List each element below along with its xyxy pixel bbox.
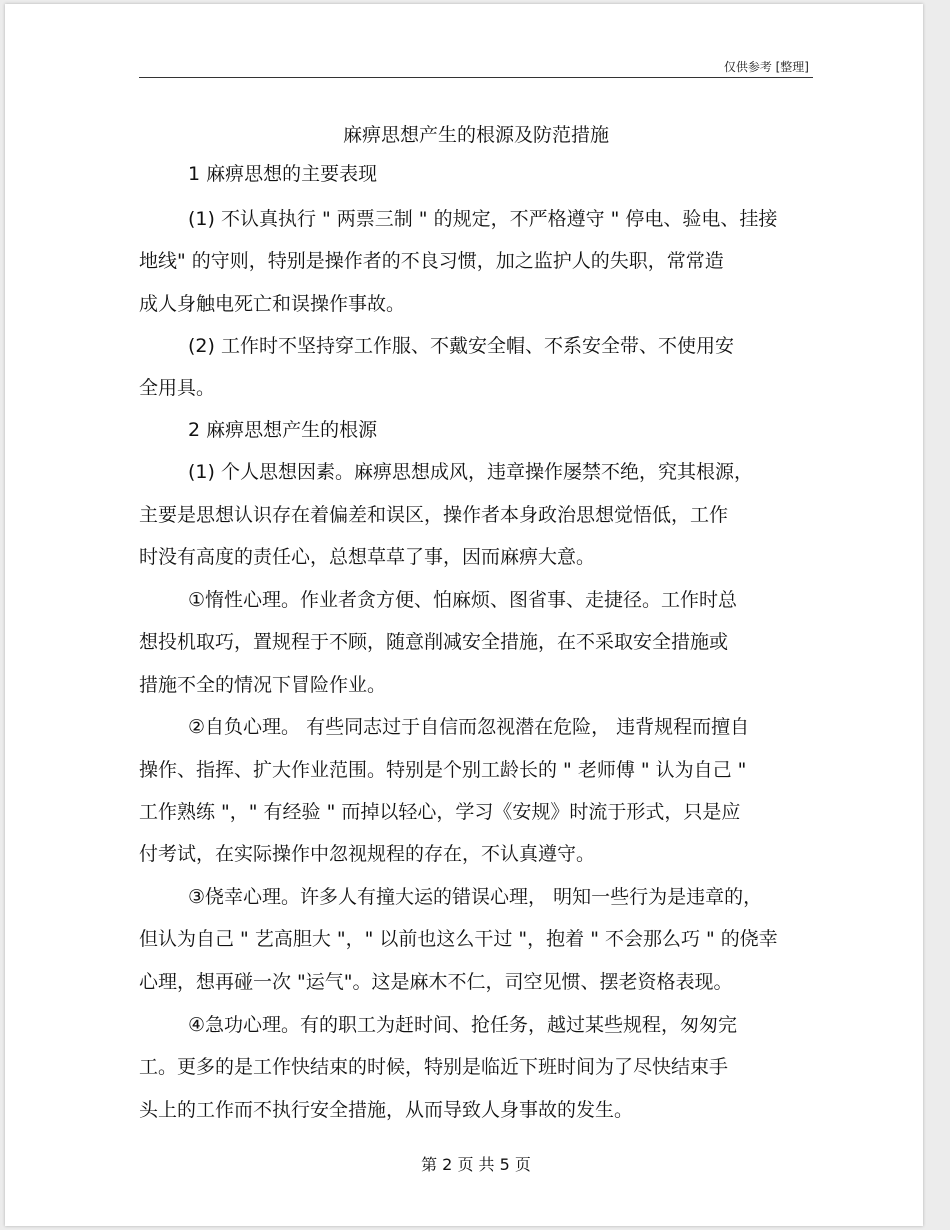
page-number: 第 2 页 共 5 页 bbox=[421, 1155, 531, 1174]
paragraph-line: ②自负心理。 有些同志过于自信而忽视潜在危险， 违背规程而擅自 bbox=[188, 716, 750, 738]
paragraph-line: ①惰性心理。作业者贪方便、怕麻烦、图省事、走捷径。工作时总 bbox=[188, 589, 738, 611]
paragraph-line: 但认为自己 " 艺高胆大 "，" 以前也这么干过 "，抱着 " 不会那么巧 " 的侥幸 bbox=[139, 928, 778, 950]
paragraph-line: 想投机取巧，置规程于不顾，随意削减安全措施，在不采取安全措施或 bbox=[139, 631, 729, 653]
section-heading: 2 麻痹思想产生的根源 bbox=[188, 419, 378, 441]
paragraph-line: 工作熟练 "，" 有经验 " 而掉以轻心，学习《安规》时流于形式，只是应 bbox=[139, 801, 741, 823]
header-rule bbox=[139, 77, 813, 78]
paragraph-line: 头上的工作而不执行安全措施，从而导致人身事故的发生。 bbox=[139, 1099, 634, 1121]
paragraph-line: ④急功心理。有的职工为赶时间、抢任务，越过某些规程，匆匆完 bbox=[188, 1014, 738, 1036]
paragraph-line: (1) 不认真执行 " 两票三制 " 的规定，不严格遵守 " 停电、验电、挂接 bbox=[188, 208, 778, 230]
paragraph-line: (2) 工作时不坚持穿工作服、不戴安全帽、不系安全带、不使用安 bbox=[188, 335, 734, 357]
paragraph-line: 地线" 的守则，特别是操作者的不良习惯，加之监护人的失职，常常造 bbox=[139, 250, 724, 272]
paragraph-line: 措施不全的情况下冒险作业。 bbox=[139, 674, 387, 696]
paragraph-line: 心理，想再碰一次 "运气"。这是麻木不仁，司空见惯、摆老资格表现。 bbox=[139, 971, 733, 993]
paragraph-line: 操作、指挥、扩大作业范围。特别是个别工龄长的 " 老师傅 " 认为自己 " bbox=[139, 759, 747, 781]
paragraph-line: 成人身触电死亡和误操作事故。 bbox=[139, 293, 406, 315]
document-title: 麻痹思想产生的根源及防范措施 bbox=[342, 124, 609, 146]
paragraph-line: ③侥幸心理。许多人有撞大运的错误心理， 明知一些行为是违章的， bbox=[188, 886, 763, 908]
paragraph-line: 全用具。 bbox=[139, 377, 216, 399]
paragraph-line: 工。更多的是工作快结束的时候，特别是临近下班时间为了尽快结束手 bbox=[139, 1056, 729, 1078]
paragraph-line: 主要是思想认识存在着偏差和误区，操作者本身政治思想觉悟低，工作 bbox=[139, 504, 729, 526]
header-note: 仅供参考 [整理] bbox=[723, 60, 809, 74]
document-page bbox=[5, 4, 923, 1226]
paragraph-line: 时没有高度的责任心，总想草草了事，因而麻痹大意。 bbox=[139, 546, 596, 568]
section-heading: 1 麻痹思想的主要表现 bbox=[188, 163, 378, 185]
paragraph-line: 付考试，在实际操作中忽视规程的存在，不认真遵守。 bbox=[139, 843, 596, 865]
paragraph-line: (1) 个人思想因素。麻痹思想成风，违章操作屡禁不绝，究其根源， bbox=[188, 461, 753, 483]
